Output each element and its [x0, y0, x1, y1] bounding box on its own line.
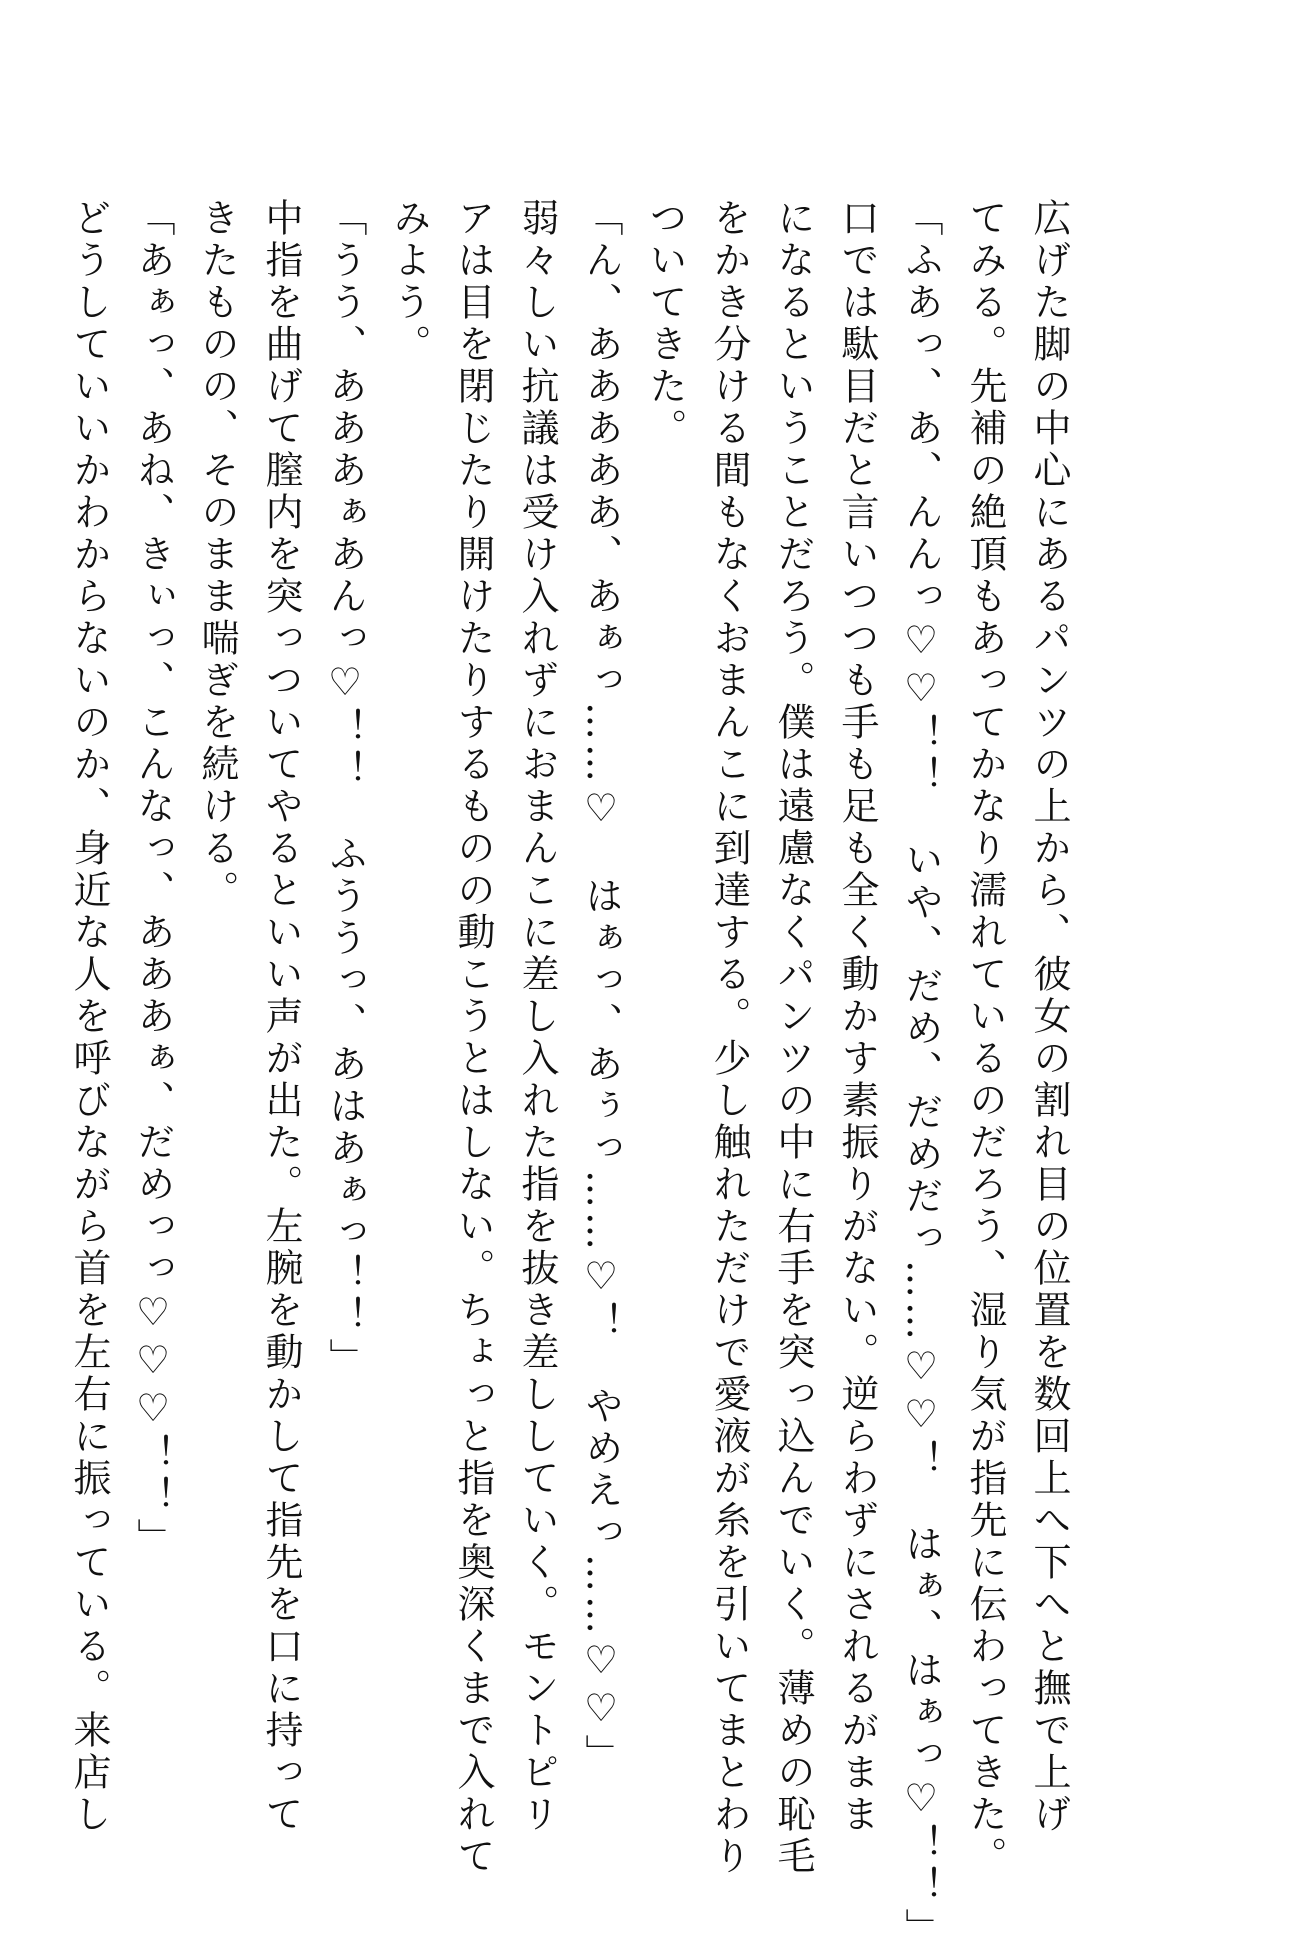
- text-line: みよう。: [387, 198, 431, 366]
- text-line: 「ん、あああああ、あぁっ……♡ はぁっ、あぅっ……♡！ やめえっ……♡♡」: [579, 198, 623, 1776]
- text-line: どうしていいかわからないのか、身近な人を呼びながら首を左右に振っている。来店し: [67, 198, 111, 1836]
- text-line: 「あぁっ、あね、きぃっ、こんなっ、あああぁ、だめっっ♡♡♡！！」: [131, 198, 175, 1560]
- text-line: をかき分ける間もなくおまんこに到達する。少し触れただけで愛液が糸を引いてまとわり: [707, 198, 751, 1878]
- text-line: 口では駄目だと言いつつも手も足も全く動かす素振りがない。逆らわずにされるがまま: [835, 198, 879, 1836]
- text-line: 中指を曲げて膣内を突っついてやるといい声が出た。左腕を動かして指先を口に持って: [259, 198, 303, 1836]
- text-line: ついてきた。: [643, 198, 687, 450]
- text-line: 「ふあっ、あ、んんっ♡♡！！ いや、だめ、だめだっ……♡♡！ はぁ、はぁっ♡！！」: [899, 198, 943, 1950]
- text-line: 「うう、あああぁあんっ♡！！ ふううっ、あはあぁっ！！」: [323, 198, 367, 1380]
- text-line: 弱々しい抗議は受け入れずにおまんこに差し入れた指を抜き差ししていく。モントピリ: [515, 198, 559, 1836]
- text-line: 広げた脚の中心にあるパンツの上から、彼女の割れ目の位置を数回上へ下へと撫で上げ: [1027, 198, 1071, 1836]
- text-line: になるということだろう。僕は遠慮なくパンツの中に右手を突っ込んでいく。薄めの恥毛: [771, 198, 815, 1878]
- text-line: きたものの、そのまま喘ぎを続ける。: [195, 198, 239, 912]
- text-line: アは目を閉じたり開けたりするものの動こうとはしない。ちょっと指を奥深くまで入れて: [451, 198, 495, 1878]
- text-line: てみる。先補の絶頂もあってかなり濡れているのだろう、湿り気が指先に伝わってきた。: [963, 198, 1007, 1878]
- vertical-text-body: [67, 198, 1081, 1950]
